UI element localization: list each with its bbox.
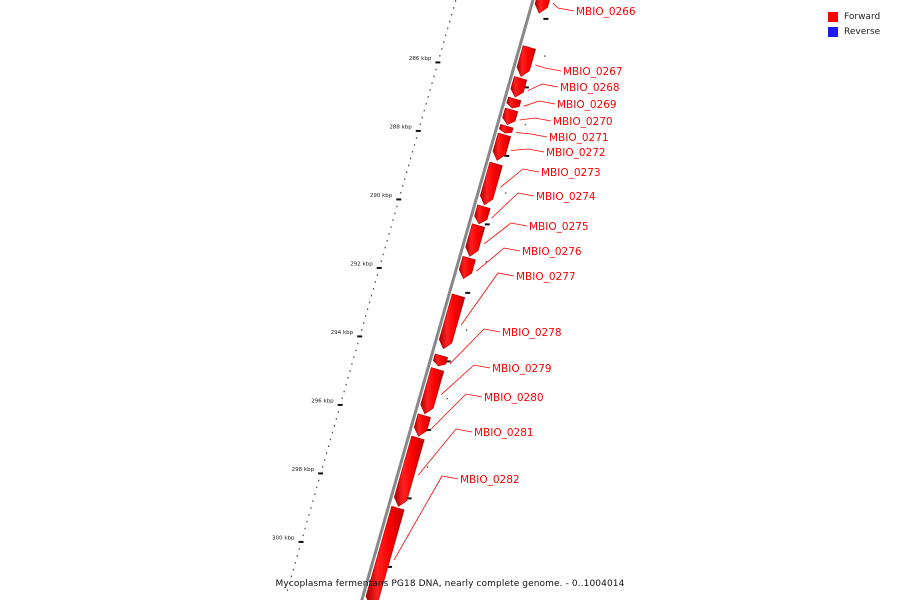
minor-tick-left bbox=[408, 165, 409, 167]
minor-tick-left bbox=[299, 548, 300, 550]
minor-tick-left bbox=[443, 41, 444, 43]
minor-tick-left bbox=[332, 432, 333, 434]
major-tick-right bbox=[485, 223, 490, 225]
gene-label: MBIO_0282 bbox=[460, 474, 520, 486]
minor-tick-left bbox=[422, 117, 423, 119]
minor-tick-left bbox=[381, 261, 382, 263]
minor-tick-left bbox=[430, 89, 431, 91]
major-tick-right bbox=[465, 292, 470, 294]
gene-label: MBIO_0277 bbox=[516, 271, 576, 283]
gene-label: MBIO_0279 bbox=[492, 363, 552, 375]
gene-label: MBIO_0275 bbox=[529, 221, 589, 233]
minor-tick-left bbox=[318, 480, 319, 482]
minor-tick-left bbox=[410, 158, 411, 160]
minor-tick-left bbox=[365, 315, 366, 317]
gene-label: MBIO_0270 bbox=[553, 116, 613, 128]
gene-feature bbox=[459, 256, 475, 278]
kbp-tick-label: 300 kbp bbox=[272, 535, 295, 542]
gene-leader-line bbox=[484, 223, 527, 244]
minor-tick-left bbox=[400, 192, 401, 194]
minor-tick-left bbox=[426, 103, 427, 105]
minor-tick-left bbox=[291, 576, 292, 578]
minor-tick-left bbox=[342, 398, 343, 400]
minor-tick-left bbox=[377, 274, 378, 276]
minor-tick-left bbox=[306, 521, 307, 523]
minor-tick-right bbox=[427, 466, 428, 468]
kbp-tick-label: 294 kbp bbox=[330, 329, 354, 336]
major-tick-left bbox=[396, 198, 401, 200]
gene-leader-line bbox=[500, 169, 539, 187]
gene-leader-line bbox=[553, 3, 574, 11]
gene-feature bbox=[421, 368, 444, 414]
gene-label: MBIO_0281 bbox=[474, 427, 534, 439]
minor-tick-left bbox=[373, 288, 374, 290]
major-tick-left bbox=[338, 404, 343, 406]
gene-label: MBIO_0271 bbox=[549, 132, 609, 144]
minor-tick-left bbox=[355, 350, 356, 352]
gene-leader-line bbox=[476, 248, 520, 271]
minor-tick-left bbox=[345, 384, 346, 386]
major-tick-left bbox=[377, 267, 382, 269]
minor-tick-left bbox=[357, 343, 358, 345]
minor-tick-left bbox=[435, 69, 436, 71]
minor-tick-left bbox=[394, 213, 395, 215]
minor-tick-left bbox=[416, 137, 417, 139]
minor-tick-left bbox=[390, 226, 391, 228]
gene-label: MBIO_0273 bbox=[541, 167, 601, 179]
minor-tick-left bbox=[351, 363, 352, 365]
minor-tick-left bbox=[287, 589, 288, 591]
gene-label: MBIO_0266 bbox=[576, 6, 636, 18]
gene-leader-line bbox=[535, 65, 561, 71]
gene-feature bbox=[499, 124, 513, 133]
minor-tick-left bbox=[375, 281, 376, 283]
gene-leader-line bbox=[461, 273, 514, 325]
gene-label: MBIO_0280 bbox=[484, 392, 544, 404]
minor-tick-left bbox=[369, 302, 370, 304]
minor-tick-left bbox=[344, 391, 345, 393]
gene-label: MBIO_0274 bbox=[536, 191, 596, 203]
gene-leader-line bbox=[511, 149, 544, 152]
minor-tick-left bbox=[428, 96, 429, 98]
minor-tick-left bbox=[447, 28, 448, 30]
minor-tick-left bbox=[412, 151, 413, 153]
minor-tick-left bbox=[404, 178, 405, 180]
minor-tick-left bbox=[324, 459, 325, 461]
kbp-tick-label: 290 kbp bbox=[369, 192, 393, 199]
minor-tick-left bbox=[445, 35, 446, 37]
minor-tick-left bbox=[334, 425, 335, 427]
minor-tick-left bbox=[453, 7, 454, 9]
gene-leader-line bbox=[441, 365, 490, 395]
minor-tick-left bbox=[402, 185, 403, 187]
major-tick-left bbox=[357, 335, 362, 337]
legend-forward-label: Forward bbox=[844, 11, 881, 22]
gene-feature bbox=[414, 414, 430, 436]
gene-feature bbox=[433, 354, 447, 366]
gene-leader-line bbox=[516, 133, 547, 137]
kbp-tick-label: 296 kbp bbox=[311, 398, 334, 405]
gene-feature bbox=[507, 97, 521, 108]
major-tick-left bbox=[435, 61, 440, 63]
major-tick-left bbox=[318, 472, 323, 474]
minor-tick-left bbox=[420, 124, 421, 126]
gene-label: MBIO_0272 bbox=[546, 147, 606, 159]
strand-legend bbox=[828, 9, 890, 39]
minor-tick-left bbox=[449, 21, 450, 23]
gene-feature bbox=[439, 294, 464, 349]
minor-tick-right bbox=[544, 55, 545, 57]
gene-label: MBIO_0276 bbox=[522, 246, 582, 258]
minor-tick-left bbox=[433, 76, 434, 78]
minor-tick-left bbox=[455, 0, 456, 2]
minor-tick-left bbox=[451, 14, 452, 16]
kbp-tick-label: 286 kbp bbox=[408, 55, 432, 62]
gene-feature bbox=[503, 108, 518, 125]
minor-tick-left bbox=[326, 452, 327, 454]
minor-tick-left bbox=[310, 507, 311, 509]
gene-leader-line bbox=[528, 84, 558, 91]
minor-tick-left bbox=[347, 377, 348, 379]
minor-tick-left bbox=[295, 562, 296, 564]
gene-label: MBIO_0268 bbox=[560, 82, 620, 94]
gene-leader-line bbox=[431, 394, 482, 429]
minor-tick-left bbox=[314, 493, 315, 495]
kbp-tick-label: 292 kbp bbox=[350, 261, 373, 268]
minor-tick-left bbox=[308, 514, 309, 516]
legend-item-reverse bbox=[828, 24, 890, 39]
gene-label: MBIO_0269 bbox=[557, 99, 617, 111]
minor-tick-left bbox=[363, 322, 364, 324]
gene-leader-line bbox=[492, 193, 534, 218]
minor-tick-left bbox=[392, 219, 393, 221]
kbp-tick-labels bbox=[272, 0, 451, 541]
gene-feature bbox=[474, 205, 490, 224]
gene-leader-line bbox=[523, 101, 555, 106]
forward-swatch bbox=[828, 12, 838, 22]
gene-features bbox=[366, 0, 553, 600]
minor-tick-left bbox=[431, 82, 432, 84]
minor-tick-left bbox=[293, 569, 294, 571]
minor-tick-left bbox=[349, 370, 350, 372]
minor-tick-left bbox=[303, 535, 304, 537]
gene-feature bbox=[535, 0, 553, 13]
minor-tick-left bbox=[297, 555, 298, 557]
minor-tick-right bbox=[505, 192, 506, 194]
minor-tick-left bbox=[383, 254, 384, 256]
minor-tick-left bbox=[312, 500, 313, 502]
minor-tick-left bbox=[316, 487, 317, 489]
minor-tick-left bbox=[385, 247, 386, 249]
minor-tick-left bbox=[322, 466, 323, 468]
minor-tick-left bbox=[338, 411, 339, 413]
genome-caption: Mycoplasma fermentans PG18 DNA, nearly complete genome. - 0..1004014 bbox=[275, 579, 625, 589]
gene-leader-line bbox=[450, 329, 500, 364]
minor-tick-left bbox=[367, 309, 368, 311]
major-tick-left bbox=[416, 130, 421, 132]
minor-tick-left bbox=[353, 356, 354, 358]
minor-tick-right bbox=[466, 329, 467, 331]
legend-item-forward bbox=[828, 9, 890, 24]
minor-tick-left bbox=[396, 206, 397, 208]
minor-tick-left bbox=[304, 528, 305, 530]
kbp-tick-label: 298 kbp bbox=[291, 466, 315, 473]
minor-tick-left bbox=[336, 418, 337, 420]
legend-reverse-label: Reverse bbox=[844, 26, 881, 37]
minor-tick-left bbox=[424, 110, 425, 112]
minor-tick-left bbox=[439, 55, 440, 57]
minor-tick-left bbox=[371, 295, 372, 297]
minor-tick-left bbox=[328, 446, 329, 448]
gene-label: MBIO_0267 bbox=[563, 66, 623, 78]
major-tick-left bbox=[299, 541, 304, 543]
minor-tick-left bbox=[388, 233, 389, 235]
minor-tick-right bbox=[525, 124, 526, 126]
gene-leader-line bbox=[520, 118, 551, 121]
major-tick-right bbox=[543, 18, 548, 20]
minor-tick-left bbox=[414, 144, 415, 146]
minor-tick-left bbox=[406, 172, 407, 174]
gene-labels bbox=[460, 6, 636, 486]
gene-feature bbox=[511, 76, 527, 97]
minor-tick-left bbox=[330, 439, 331, 441]
minor-tick-left bbox=[441, 48, 442, 50]
minor-tick-left bbox=[361, 329, 362, 331]
gene-leader-line bbox=[418, 429, 472, 475]
minor-tick-left bbox=[387, 240, 388, 242]
kbp-tick-label: 288 kbp bbox=[389, 124, 412, 131]
gene-label: MBIO_0278 bbox=[502, 327, 562, 339]
minor-tick-right bbox=[447, 398, 448, 400]
reverse-swatch bbox=[828, 27, 838, 37]
